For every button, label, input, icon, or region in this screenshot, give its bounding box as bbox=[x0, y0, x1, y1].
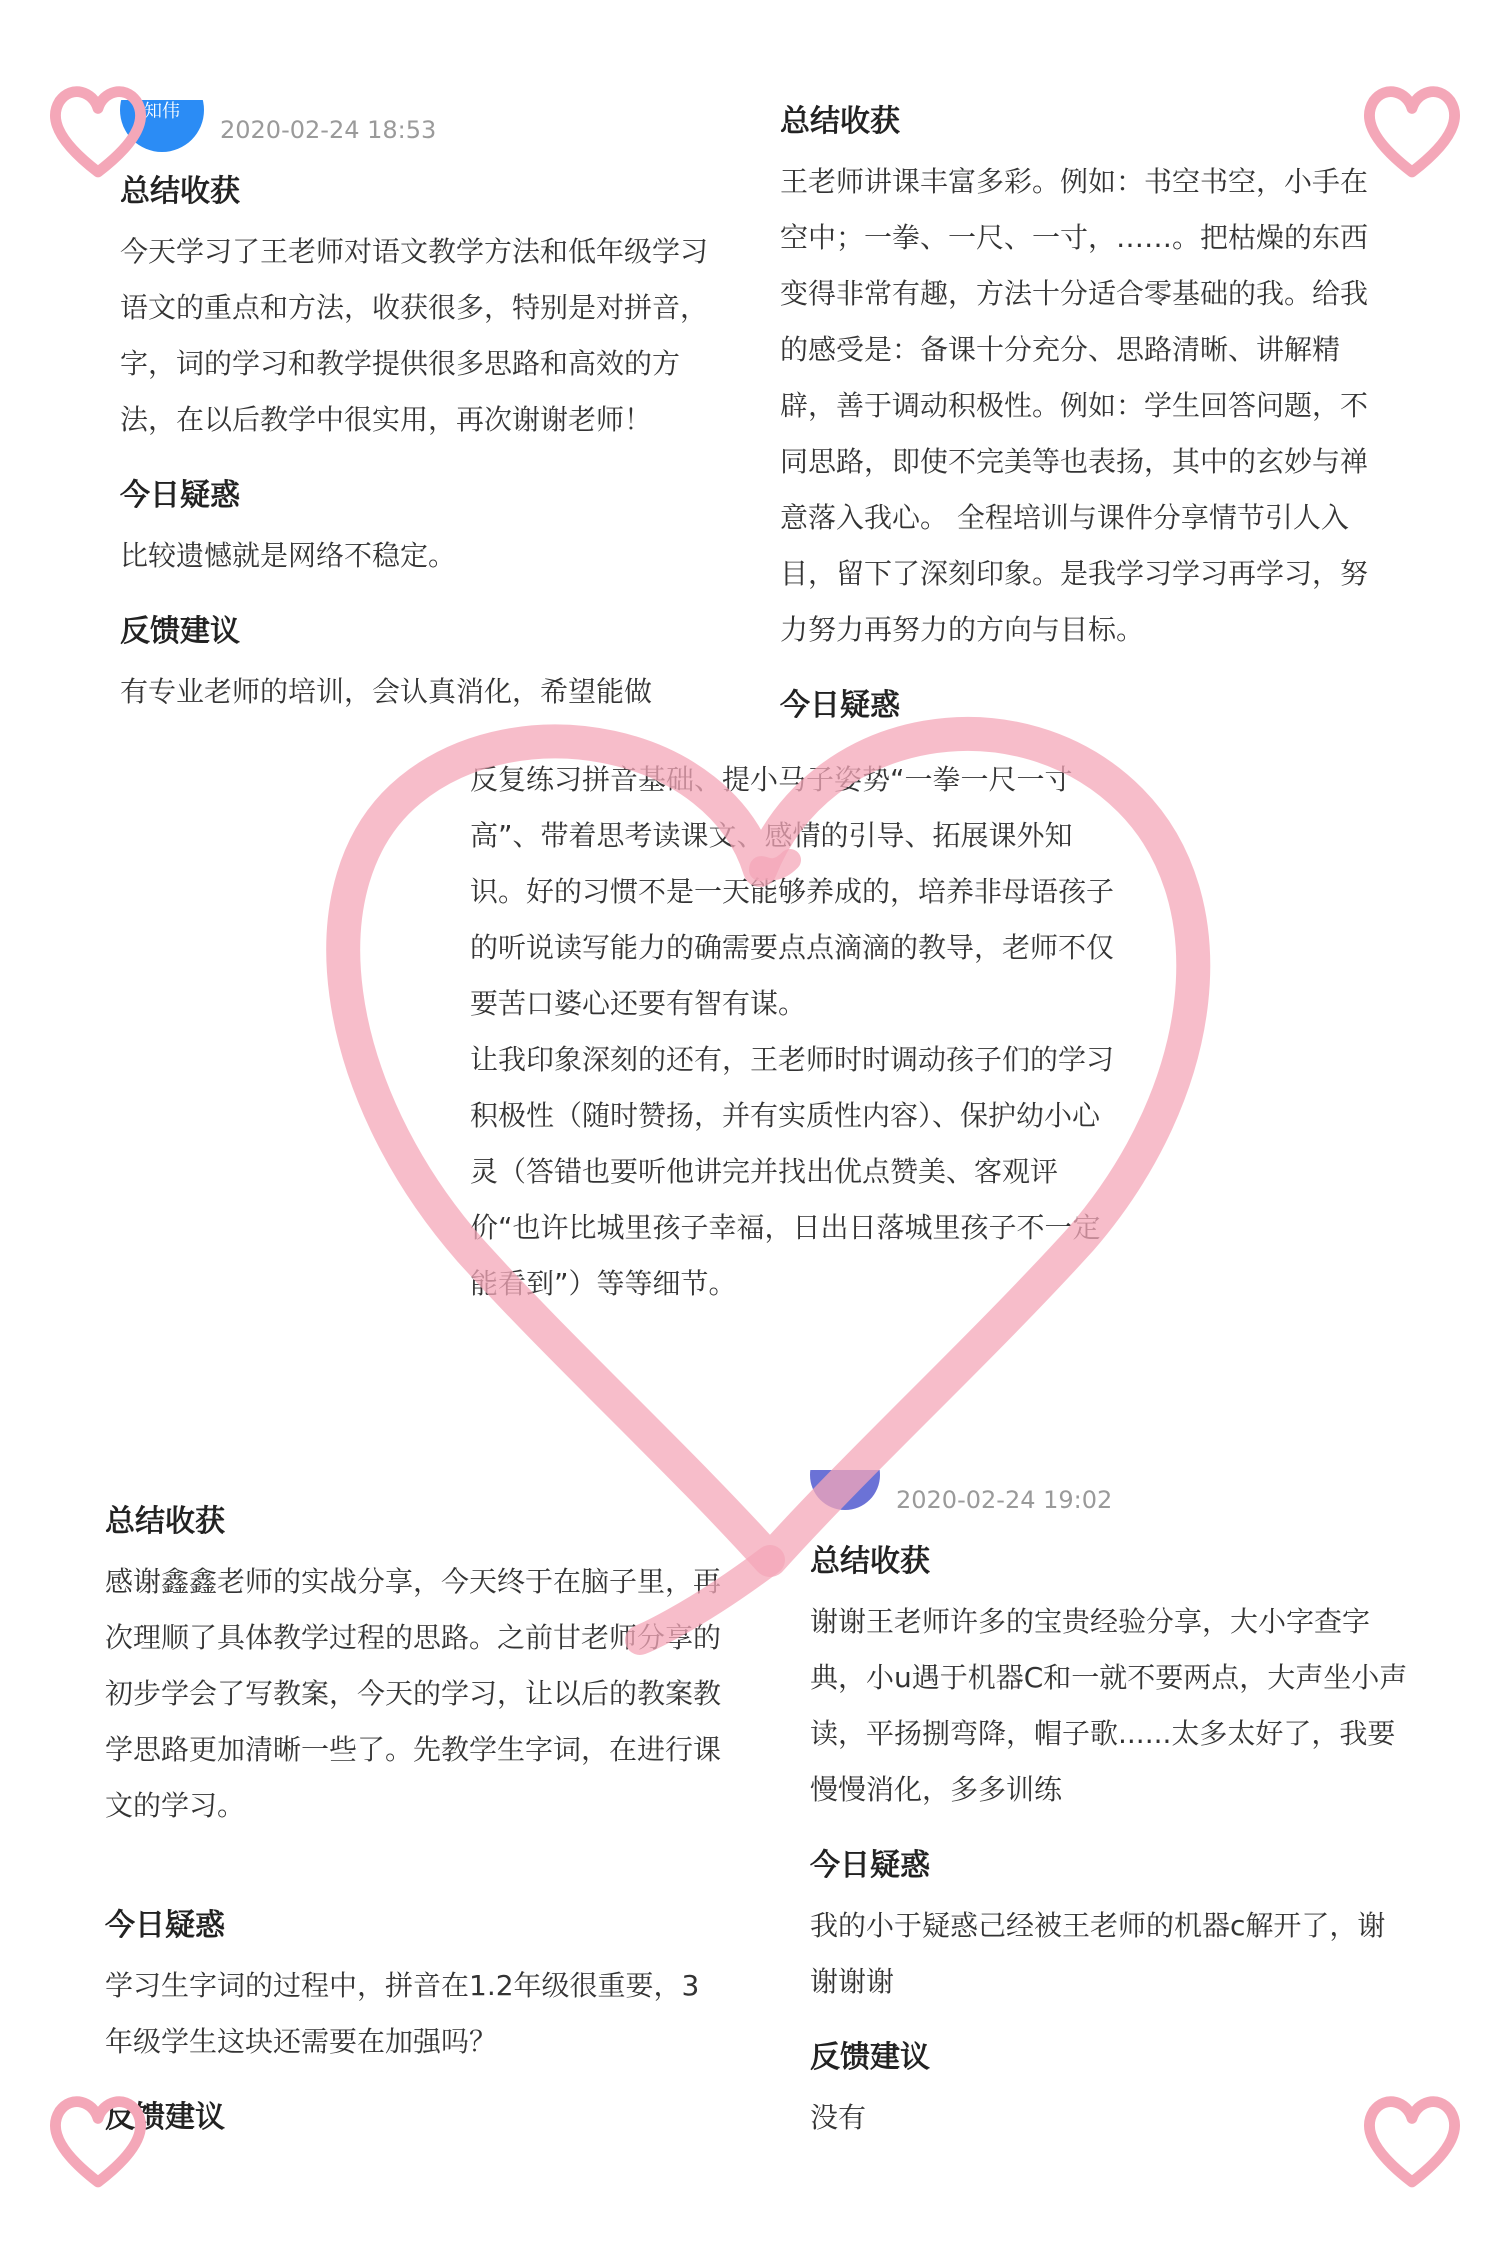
section-heading: 总结收获 bbox=[810, 1544, 930, 1579]
section-summary bbox=[105, 1500, 725, 1834]
section-heading: 今日疑惑 bbox=[780, 688, 900, 723]
post-paragraph: 反复练习拼音基础、提小马子姿势“一拳一尺一寸高”、带着思考读课文、感情的引导、拓展课外知识。好的习惯不是一天能够养成的，培养非母语孩子的听说读写能力的确需要点点滴滴的教导，老师不仅要苦口婆心还要有智有谋。 bbox=[470, 763, 1115, 1020]
section-summary bbox=[780, 100, 1380, 658]
avatar[interactable]: 知伟 bbox=[120, 100, 204, 152]
section-text: 今天学习了王老师对语文教学方法和低年级学习语文的重点和方法，收获很多，特别是对拼音，字，词的学习和教学提供很多思路和高效的方法，在以后教学中很实用，再次谢谢老师！ bbox=[120, 235, 709, 436]
section-questions bbox=[120, 474, 730, 584]
section-heading: 今日疑惑 bbox=[105, 1908, 225, 1943]
section-text: 谢谢王老师许多的宝贵经验分享，大小字查字典，小u遇于机器C和一就不要两点，大声坐小声读，平扬捌弯降，帽子歌......太多太好了，我要慢慢消化，多多训练 bbox=[810, 1605, 1408, 1806]
section-heading: 反馈建议 bbox=[120, 614, 240, 649]
section-feedback bbox=[810, 2036, 1410, 2146]
section-text: 没有 bbox=[810, 2101, 867, 2134]
post-card-bottom-right bbox=[810, 1470, 1410, 2150]
post-header bbox=[810, 1470, 1410, 1530]
post-card-bottom-left bbox=[105, 1500, 725, 2140]
post-header bbox=[120, 100, 730, 160]
post-paragraph: 让我印象深刻的还有，王老师时时调动孩子们的学习积极性（随时赞扬，并有实质性内容）、保护幼小心灵（答错也要听他讲完并找出优点赞美、客观评价“也许比城里孩子幸福，日出日落城里孩子不一定能看到”）等等细节。 bbox=[470, 1043, 1115, 1300]
section-questions bbox=[810, 1844, 1410, 2010]
section-text: 王老师讲课丰富多彩。例如：书空书空，小手在空中；一拳、一尺、一寸，……。把枯燥的东西变得非常有趣，方法十分适合零基础的我。给我的感受是：备课十分充分、思路清晰、讲解精辟，善于调动积极性。例如：学生回答问题，不同思路，即使不完美等也表扬，其中的玄妙与禅意落入我心。 全程培训与课件分享情节引人入目，留下了深刻印象。是我学习学习再学习，努力努力再努力的方向与目标。 bbox=[780, 165, 1369, 646]
section-text: 有专业老师的培训，会认真消化，希望能做 bbox=[120, 675, 653, 708]
section-heading: 今日疑惑 bbox=[810, 1848, 930, 1883]
post-timestamp: 2020-02-24 18:53 bbox=[220, 116, 437, 144]
post-card-top-left bbox=[120, 100, 730, 750]
post-card-top-right bbox=[780, 100, 1380, 750]
section-heading: 反馈建议 bbox=[810, 2040, 930, 2075]
section-text: 我的小于疑惑己经被王老师的机器c解开了，谢谢谢谢 bbox=[810, 1909, 1386, 1998]
section-summary bbox=[810, 1540, 1410, 1818]
section-heading: 总结收获 bbox=[120, 174, 240, 209]
section-heading: 今日疑惑 bbox=[120, 478, 240, 513]
section-heading: 总结收获 bbox=[780, 104, 900, 139]
section-text: 学习生字词的过程中，拼音在1.2年级很重要，3年级学生这块还需要在加强吗？ bbox=[105, 1969, 700, 2058]
section-text: 比较遗憾就是网络不稳定。 bbox=[120, 539, 457, 572]
section-feedback bbox=[105, 2096, 725, 2140]
post-card-center bbox=[470, 752, 1120, 1462]
section-questions bbox=[780, 684, 1380, 728]
section-heading: 反馈建议 bbox=[105, 2100, 225, 2135]
section-summary bbox=[120, 170, 730, 448]
avatar[interactable] bbox=[810, 1470, 880, 1510]
post-timestamp: 2020-02-24 19:02 bbox=[896, 1486, 1113, 1514]
section-heading: 总结收获 bbox=[105, 1504, 225, 1539]
section-text: 感谢鑫鑫老师的实战分享，今天终于在脑子里，再次理顺了具体教学过程的思路。之前甘老师分享的初步学会了写教案，今天的学习，让以后的教案教学思路更加清晰一些了。先教学生字词，在进行课文的学习。 bbox=[105, 1565, 722, 1822]
section-questions bbox=[105, 1904, 725, 2070]
section-feedback bbox=[120, 610, 730, 720]
